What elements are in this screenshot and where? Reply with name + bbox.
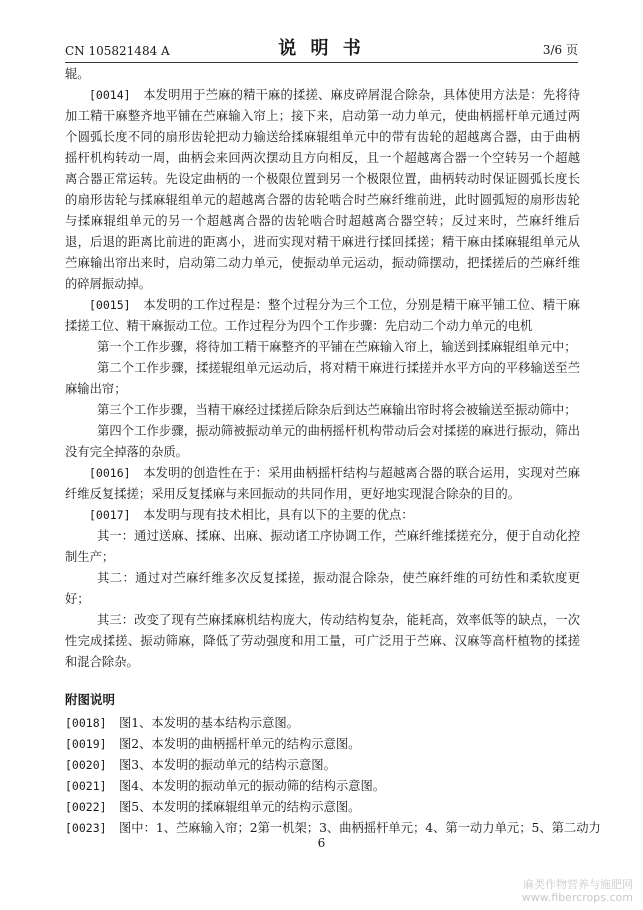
paragraph — [65, 64, 580, 85]
paragraph — [65, 295, 580, 337]
paragraph-number: [0015] — [89, 298, 131, 312]
figure-caption: 图5、本发明的揉麻辊组单元的结构示意图。 — [119, 800, 361, 814]
page-header — [65, 38, 578, 63]
paragraph-number: [0022] — [65, 800, 107, 814]
description-paragraphs — [65, 64, 580, 673]
paragraph-text: 本发明与现有技术相比，具有以下的主要的优点： — [143, 508, 414, 522]
figure-caption: 图3、本发明的振动单元的结构示意图。 — [119, 758, 336, 772]
paragraph-text: 第二个工作步骤，揉搓辊组单元运动后，将对精干麻进行揉搓并水平方向的平移输送至苎麻输出帘； — [65, 361, 580, 396]
paragraph-text: 本发明的工作过程是：整个过程分为三个工位，分别是精干麻平铺工位、精干麻揉搓工位、精干麻振动工位。工作过程分为四个工作步骤：先启动二个动力单元的电机 — [65, 298, 580, 333]
figure-item — [65, 797, 580, 818]
figure-caption: 图2、本发明的曲柄摇杆单元的结构示意图。 — [119, 737, 361, 751]
paragraph-text: 第一个工作步骤，将待加工精干麻整齐的平铺在苎麻输入帘上，输送到揉麻辊组单元中； — [97, 340, 577, 354]
paragraph-text: 本发明用于苎麻的精干麻的揉搓、麻皮碎屑混合除杂，具体使用方法是：先将待加工精干麻整齐地平铺在苎麻输入帘上；接下来，启动第一动力单元，使曲柄摇杆单元通过两个圆弧长度不同的扇形齿轮把动力输送给揉麻辊组单元中的带有齿轮的超越离合器，由于曲柄摇杆机构转动一周，曲柄会来回两次摆动且方向相反，且一个超越离合器一个空转另一个超越离合器正常运转。先设定曲柄的一个极限位置到另一个极限位置，曲柄转动时保证圆弧长度长的扇形齿轮与揉麻辊组单元的超越离合器的齿轮啮合时苎麻纤维前进，此时圆弧短的扇形齿轮与揉麻辊组单元的另一个超越离合器的齿轮啮合时超越离合器空转；反过来时，苎麻纤维后退，后退的距离比前进的距离小，进而实现对精干麻进行揉回揉搓；精干麻由揉麻辊组单元从苎麻输出帘出来时，启动第二动力单元，使振动单元运动，振动筛摆动，把揉搓后的苎麻纤维的碎屑振动掉。 — [65, 88, 580, 291]
paragraph-text: 第三个工作步骤，当精干麻经过揉搓后除杂后到达苎麻输出帘时将会被输送至振动筛中； — [97, 403, 577, 417]
figure-item — [65, 713, 580, 734]
figures-heading: 附图说明 — [65, 692, 116, 707]
page-number: 6 — [317, 836, 326, 850]
paragraph — [65, 505, 580, 526]
paragraph-number: [0014] — [89, 88, 131, 102]
paragraph — [65, 400, 580, 421]
document-body — [65, 64, 601, 839]
paragraph-text: 其二：通过对苎麻纤维多次反复揉搓，振动混合除杂，使苎麻纤维的可纺性和柔软度更好； — [65, 571, 580, 606]
figure-caption: 图1、本发明的基本结构示意图。 — [119, 716, 299, 730]
paragraph-text: 本发明的创造性在于：采用曲柄摇杆结构与超越离合器的联合运用，实现对苎麻纤维反复揉搓；采用反复揉麻与来回振动的共同作用，更好地实现混合除杂的目的。 — [65, 466, 580, 501]
paragraph-number: [0016] — [89, 466, 131, 480]
watermark-site-name: 麻类作物营养与施肥网 — [523, 878, 633, 891]
paragraph-text: 其一：通过送麻、揉麻、出麻、振动诸工序协调工作，苎麻纤维揉搓充分，便于自动化控制生产； — [65, 529, 580, 564]
figure-item — [65, 755, 580, 776]
paragraph-text: 第四个工作步骤，振动筛被振动单元的曲柄摇杆机构带动后会对揉搓的麻进行振动，筛出没有完全掉落的杂质。 — [65, 424, 580, 459]
paragraph-number: [0019] — [65, 737, 107, 751]
paragraph — [65, 568, 580, 610]
paragraph-number: [0023] — [65, 821, 107, 835]
figure-list — [65, 713, 601, 839]
paragraph — [65, 610, 580, 673]
figure-item — [65, 734, 580, 755]
paragraph-text: 其三：改变了现有苎麻揉麻机结构庞大，传动结构复杂，能耗高，效率低等的缺点，一次性完成揉搓、振动筛麻，降低了劳动强度和用工量，可广泛用于苎麻、汉麻等高杆植物的揉搓和混合除杂。 — [65, 613, 580, 669]
paragraph-number: [0017] — [89, 508, 131, 522]
document-title: 说 明 书 — [278, 38, 365, 59]
paragraph — [65, 526, 580, 568]
watermark-url: www.fibercrops.com — [521, 891, 633, 904]
paragraph-number: [0018] — [65, 716, 107, 730]
figure-item — [65, 776, 580, 797]
page-of-pages: 3/6 页 — [542, 43, 578, 57]
paragraph — [65, 358, 580, 400]
figure-caption: 图4、本发明的振动单元的振动筛的结构示意图。 — [119, 779, 386, 793]
paragraph — [65, 337, 580, 358]
paragraph-text: 辊。 — [65, 67, 90, 81]
paragraph — [65, 85, 580, 295]
patent-number: CN 105821484 A — [65, 44, 170, 58]
watermark — [522, 878, 633, 904]
figure-caption: 图中：1、苎麻输入帘；2第一机架；3、曲柄摇杆单元；4、第一动力单元；5、第二动力 — [119, 821, 601, 835]
paragraph — [65, 421, 580, 463]
paragraph-number: [0021] — [65, 779, 107, 793]
paragraph-number: [0020] — [65, 758, 107, 772]
paragraph — [65, 463, 580, 505]
